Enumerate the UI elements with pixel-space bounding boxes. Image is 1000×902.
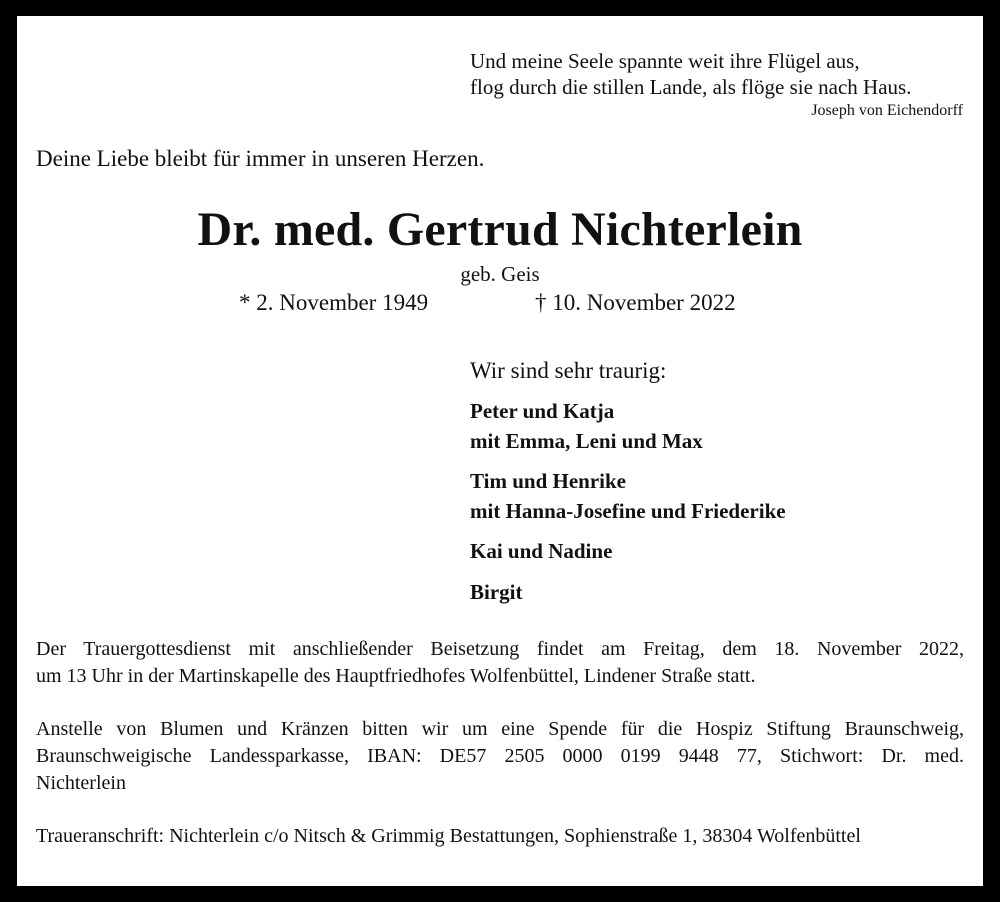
service-line-1: Der Trauergottesdienst mit anschließender Beisetzung findet am Freitag, dem 18. November 2022, — [36, 638, 964, 660]
mourners-heading: Wir sind sehr traurig: — [470, 358, 667, 383]
mourning-address: Traueranschrift: Nichterlein c/o Nitsch & Grimmig Bestattungen, Sophienstraße 1, 38304 Wolfenbüttel — [36, 825, 861, 847]
poem-line-2: flog durch die stillen Lande, als flöge sie nach Haus. — [470, 75, 912, 99]
donation-info — [36, 716, 964, 797]
mourner-line: mit Hanna-Josefine und Friederike — [470, 499, 786, 523]
deceased-name: Dr. med. Gertrud Nichterlein — [197, 203, 803, 256]
donation-line-2: Braunschweigische Landessparkasse, IBAN: DE57 2505 0000 0199 9448 77, Stichwort: Dr. med. — [36, 745, 964, 767]
service-line-2: um 13 Uhr in der Martinskapelle des Hauptfriedhofes Wolfenbüttel, Lindener Straße statt. — [36, 665, 756, 687]
mourner-group — [470, 577, 523, 607]
mourner-line: Tim und Henrike — [470, 469, 626, 493]
mourner-line: Kai und Nadine — [470, 539, 613, 563]
donation-line-1: Anstelle von Blumen und Kränzen bitten wir um eine Spende für die Hospiz Stiftung Braunschweig, — [36, 718, 964, 740]
obituary-card — [17, 16, 983, 886]
birth-date: * 2. November 1949 — [239, 290, 429, 315]
donation-line-3: Nichterlein — [36, 772, 126, 794]
mourner-group — [470, 396, 703, 456]
mourner-line: mit Emma, Leni und Max — [470, 429, 703, 453]
mourner-group — [470, 536, 612, 566]
death-date: † 10. November 2022 — [535, 290, 736, 315]
poem-line-1: Und meine Seele spannte weit ihre Flügel aus, — [470, 49, 860, 73]
mourner-group — [470, 466, 786, 526]
birth-name: geb. Geis — [460, 262, 540, 286]
service-info — [36, 636, 964, 690]
poem-author: Joseph von Eichendorff — [811, 102, 963, 119]
mourner-line: Birgit — [470, 580, 523, 604]
intro-text: Deine Liebe bleibt für immer in unseren Herzen. — [36, 146, 485, 171]
mourner-line: Peter und Katja — [470, 399, 615, 423]
